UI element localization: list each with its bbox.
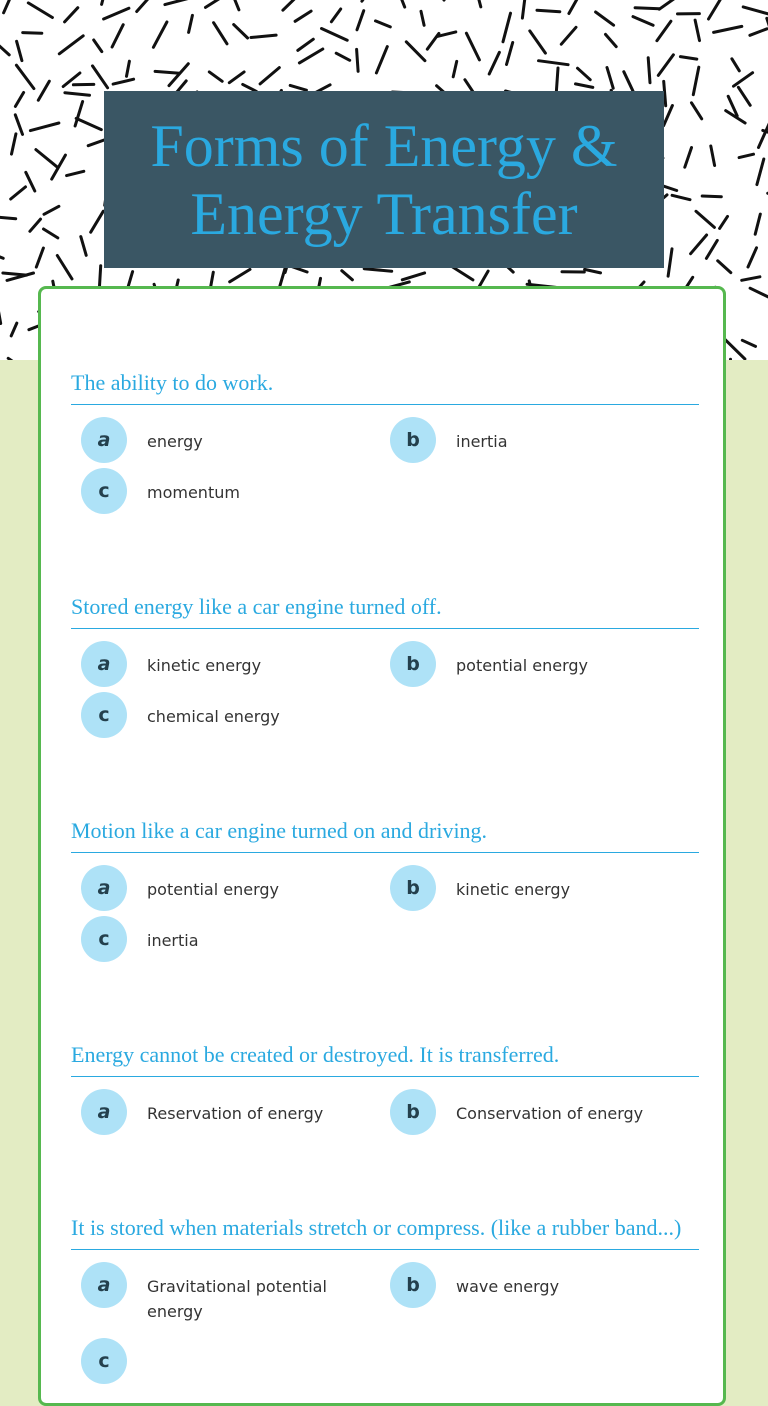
- pattern-dash: [742, 277, 760, 281]
- pattern-dash: [569, 0, 578, 14]
- pattern-dash: [757, 159, 764, 185]
- pattern-dash: [718, 261, 731, 273]
- answer-option-b[interactable]: [390, 417, 660, 463]
- answer-option-b[interactable]: [390, 865, 660, 911]
- answer-option-c[interactable]: [81, 1338, 351, 1384]
- pattern-dash: [26, 172, 35, 191]
- pattern-dash: [711, 146, 715, 166]
- question-1: [71, 370, 699, 529]
- pattern-dash: [17, 41, 22, 60]
- option-letter-badge: a: [81, 865, 127, 911]
- pattern-dash: [702, 196, 721, 197]
- pattern-dash: [664, 81, 666, 105]
- question-text: The ability to do work.: [71, 370, 699, 405]
- pattern-dash: [189, 15, 193, 32]
- pattern-dash: [52, 155, 66, 179]
- pattern-dash: [695, 20, 699, 40]
- answer-option-a[interactable]: [81, 1089, 351, 1135]
- pattern-dash: [635, 8, 659, 9]
- pattern-dash: [576, 84, 593, 88]
- pattern-dash: [685, 148, 692, 168]
- pattern-dash: [606, 34, 617, 46]
- pattern-dash: [209, 72, 222, 81]
- pattern-dash: [127, 61, 130, 76]
- pattern-dash: [322, 29, 348, 41]
- answer-option-a[interactable]: [81, 1262, 351, 1324]
- pattern-dash: [44, 206, 59, 214]
- pattern-dash: [759, 123, 768, 148]
- pattern-dash: [290, 85, 306, 90]
- pattern-dash: [734, 73, 753, 87]
- pattern-dash: [11, 323, 17, 336]
- answer-options: [71, 417, 699, 529]
- pattern-dash: [693, 67, 699, 95]
- pattern-dash: [30, 123, 59, 131]
- pattern-dash: [657, 21, 671, 41]
- pattern-dash: [659, 0, 679, 9]
- pattern-dash: [44, 229, 58, 238]
- pattern-dash: [596, 12, 614, 25]
- pattern-dash: [23, 33, 42, 34]
- pattern-dash: [489, 52, 499, 74]
- pattern-dash: [65, 8, 78, 22]
- pattern-dash: [299, 49, 322, 63]
- answer-options: [71, 1089, 699, 1149]
- pattern-dash: [739, 154, 753, 157]
- pattern-dash: [750, 29, 767, 36]
- pattern-dash: [658, 55, 673, 76]
- worksheet-card: [38, 286, 726, 1406]
- pattern-dash: [155, 71, 179, 73]
- question-5: [71, 1215, 699, 1392]
- pattern-dash: [4, 0, 16, 13]
- question-4: [71, 1042, 699, 1149]
- pattern-dash: [295, 11, 311, 21]
- pattern-dash: [738, 87, 750, 105]
- question-text: Stored energy like a car engine turned off.: [71, 594, 699, 629]
- option-label: Gravitational potential energy: [147, 1262, 351, 1324]
- pattern-dash: [748, 248, 757, 267]
- answer-option-b[interactable]: [390, 1262, 660, 1308]
- pattern-dash: [57, 256, 72, 279]
- option-letter-badge: b: [390, 641, 436, 687]
- option-letter-badge: c: [81, 692, 127, 738]
- pattern-dash: [357, 11, 364, 30]
- option-letter-badge: a: [81, 1262, 127, 1308]
- pattern-dash: [153, 22, 167, 47]
- answer-option-c[interactable]: [81, 468, 351, 514]
- option-label: potential energy: [147, 865, 279, 902]
- option-letter-badge: a: [81, 1089, 127, 1135]
- pattern-dash: [91, 211, 104, 232]
- pattern-dash: [30, 219, 41, 231]
- pattern-dash: [561, 27, 576, 44]
- option-letter-badge: b: [390, 1262, 436, 1308]
- pattern-dash: [585, 269, 601, 273]
- pattern-dash: [633, 17, 653, 26]
- answer-options: [71, 641, 699, 753]
- pattern-dash: [466, 33, 479, 60]
- question-3: [71, 818, 699, 977]
- pattern-dash: [672, 195, 690, 199]
- pattern-dash: [230, 269, 250, 281]
- pattern-dash: [479, 271, 488, 287]
- option-letter-badge: a: [81, 417, 127, 463]
- pattern-dash: [692, 103, 702, 119]
- option-letter-badge: b: [390, 1089, 436, 1135]
- pattern-dash: [283, 0, 296, 10]
- pattern-dash: [0, 248, 3, 258]
- answer-option-a[interactable]: [81, 417, 351, 463]
- pattern-dash: [260, 68, 279, 84]
- worksheet-title: Forms of Energy & Energy Transfer: [104, 112, 664, 248]
- pattern-dash: [12, 134, 16, 154]
- pattern-dash: [680, 57, 696, 60]
- pattern-dash: [750, 288, 768, 298]
- pattern-dash: [755, 214, 760, 234]
- option-letter-badge: c: [81, 468, 127, 514]
- option-label: wave energy: [456, 1262, 559, 1299]
- pattern-dash: [691, 235, 707, 254]
- pattern-dash: [16, 65, 34, 88]
- option-label: Conservation of energy: [456, 1089, 643, 1126]
- pattern-dash: [36, 150, 58, 168]
- answer-option-b[interactable]: [390, 1089, 660, 1135]
- pattern-dash: [732, 59, 739, 71]
- pattern-dash: [709, 0, 723, 19]
- pattern-dash: [165, 0, 192, 5]
- pattern-dash: [648, 58, 650, 83]
- answer-options: [71, 865, 699, 977]
- option-letter-badge: c: [81, 916, 127, 962]
- pattern-dash: [336, 53, 350, 60]
- pattern-dash: [214, 23, 227, 44]
- pattern-dash: [537, 10, 560, 12]
- pattern-dash: [742, 340, 755, 346]
- pattern-dash: [0, 217, 16, 219]
- pattern-dash: [668, 249, 672, 276]
- pattern-dash: [0, 301, 1, 323]
- pattern-dash: [726, 340, 745, 359]
- option-label: energy: [147, 417, 203, 454]
- pattern-dash: [15, 93, 23, 107]
- pattern-dash: [28, 3, 52, 18]
- answer-option-a[interactable]: [81, 865, 351, 911]
- pattern-dash: [113, 79, 134, 84]
- pattern-dash: [298, 39, 314, 50]
- question-text: Energy cannot be created or destroyed. It is transferred.: [71, 1042, 699, 1077]
- pattern-dash: [530, 31, 546, 53]
- pattern-dash: [206, 0, 220, 7]
- option-label: inertia: [147, 916, 199, 953]
- option-label: Reservation of energy: [147, 1089, 323, 1126]
- pattern-dash: [234, 25, 248, 38]
- answer-option-c[interactable]: [81, 916, 351, 962]
- pattern-dash: [397, 0, 404, 7]
- pattern-dash: [714, 26, 742, 32]
- title-banner: [104, 91, 664, 268]
- pattern-dash: [38, 81, 49, 100]
- option-letter-badge: c: [81, 1338, 127, 1384]
- question-text: It is stored when materials stretch or compress. (like a rubber band...): [71, 1215, 699, 1250]
- answer-options: [71, 1262, 699, 1392]
- pattern-dash: [706, 240, 717, 258]
- pattern-dash: [357, 49, 359, 71]
- pattern-dash: [11, 187, 26, 199]
- pattern-dash: [522, 0, 525, 18]
- pattern-dash: [696, 211, 714, 227]
- pattern-dash: [421, 11, 424, 25]
- option-label: chemical energy: [147, 692, 280, 729]
- pattern-dash: [81, 237, 86, 256]
- pattern-dash: [406, 42, 425, 61]
- answer-option-c[interactable]: [81, 692, 351, 738]
- pattern-dash: [331, 9, 340, 22]
- pattern-dash: [376, 21, 391, 27]
- pattern-dash: [102, 0, 106, 4]
- pattern-dash: [376, 47, 387, 73]
- pattern-dash: [364, 269, 392, 272]
- pattern-dash: [231, 0, 239, 10]
- pattern-dash: [539, 61, 569, 65]
- pattern-dash: [720, 216, 728, 228]
- pattern-dash: [503, 13, 511, 42]
- pattern-dash: [578, 68, 591, 80]
- answer-option-b[interactable]: [390, 641, 660, 687]
- pattern-dash: [15, 115, 22, 135]
- pattern-dash: [402, 273, 424, 280]
- pattern-dash: [251, 35, 276, 37]
- question-text: Motion like a car engine turned on and driving.: [71, 818, 699, 853]
- pattern-dash: [76, 118, 101, 129]
- pattern-dash: [94, 40, 102, 52]
- pattern-dash: [342, 271, 353, 280]
- option-letter-badge: b: [390, 865, 436, 911]
- question-2: [71, 594, 699, 753]
- option-label: potential energy: [456, 641, 588, 678]
- pattern-dash: [0, 37, 9, 55]
- pattern-dash: [65, 93, 90, 96]
- pattern-dash: [607, 68, 613, 89]
- pattern-dash: [59, 36, 83, 54]
- pattern-dash: [67, 171, 84, 175]
- pattern-dash: [229, 72, 244, 83]
- option-label: inertia: [456, 417, 508, 454]
- pattern-dash: [362, 0, 374, 1]
- option-label: momentum: [147, 468, 240, 505]
- pattern-dash: [112, 25, 123, 47]
- pattern-dash: [453, 61, 457, 76]
- answer-option-a[interactable]: [81, 641, 351, 687]
- pattern-dash: [8, 358, 22, 360]
- pattern-dash: [104, 8, 129, 19]
- pattern-dash: [137, 0, 150, 12]
- pattern-dash: [743, 7, 768, 15]
- option-label: kinetic energy: [456, 865, 570, 902]
- option-letter-badge: a: [81, 641, 127, 687]
- option-letter-badge: b: [390, 417, 436, 463]
- pattern-dash: [664, 106, 673, 126]
- pattern-dash: [36, 248, 43, 267]
- option-label: kinetic energy: [147, 641, 261, 678]
- pattern-dash: [476, 0, 480, 7]
- pattern-dash: [507, 43, 513, 65]
- pattern-dash: [100, 266, 101, 286]
